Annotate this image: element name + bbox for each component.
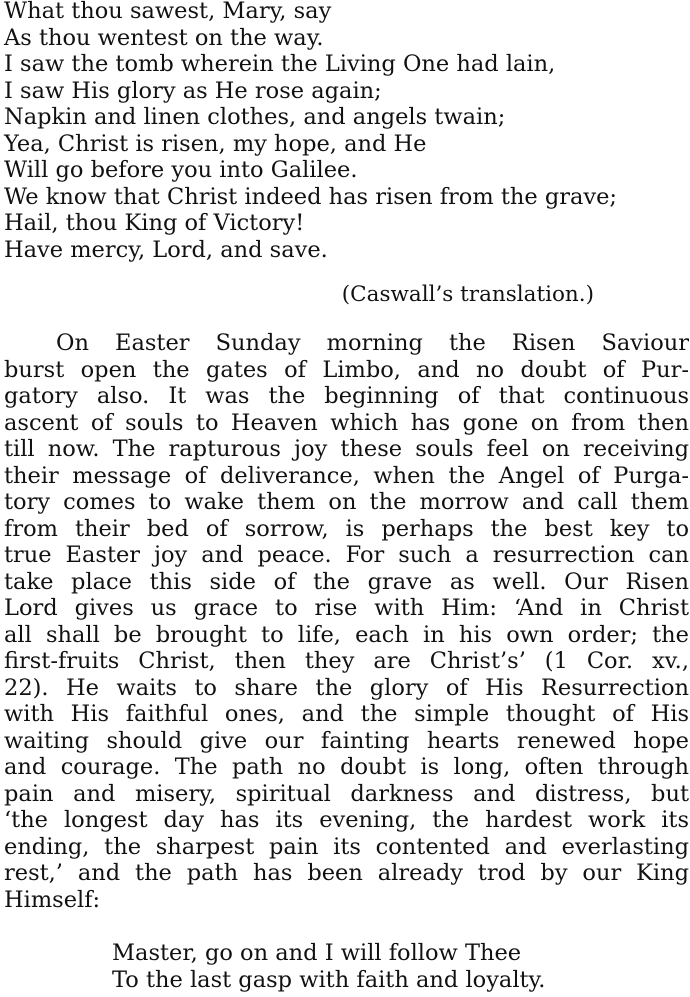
verse-line: Napkin and linen clothes, and angels twain; (4, 104, 506, 130)
paragraph-line: true Easter joy and peace. For such a resurrection can (4, 542, 689, 568)
paragraph-line: gatory also. It was the beginning of that continuous (4, 383, 689, 409)
closing-verse (112, 940, 545, 994)
paragraph-line: with His faithful ones, and the simple thought of His (4, 701, 689, 727)
paragraph-line: waiting should give our fainting hearts renewed hope (4, 727, 689, 754)
verse-line: We know that Christ indeed has risen from the grave; (4, 183, 618, 210)
verse-line: I saw the tomb wherein the Living One had lain, (4, 51, 556, 77)
paragraph-line: tory comes to wake them on the morrow and call them (4, 489, 689, 515)
verse-line: I saw His glory as He rose again; (4, 77, 382, 104)
verse-line: Yea, Christ is risen, my hope, and He (4, 130, 427, 157)
body-paragraph (4, 330, 689, 913)
verse-line: Have mercy, Lord, and save. (4, 236, 328, 263)
paragraph-line: On Easter Sunday morning the Risen Saviour (56, 330, 689, 356)
paragraph-line: burst open the gates of Limbo, and no doubt of Pur- (4, 356, 689, 383)
verse-line: What thou sawest, Mary, say (4, 0, 332, 24)
paragraph-line: Himself: (4, 886, 101, 913)
paragraph-line: 22). He waits to share the glory of His Resurrection (4, 674, 689, 701)
paragraph-line: first-fruits Christ, then they are Christ’s’ (1 Cor. xv., (4, 648, 689, 674)
verse-line: Hail, thou King of Victory! (4, 210, 305, 236)
paragraph-line: rest,’ and the path has been already trod by our King (4, 860, 689, 886)
paragraph-line: ending, the sharpest pain its contented and everlasting (4, 833, 689, 860)
paragraph-line: Lord gives us grace to rise with Him: ‘And in Christ (4, 595, 689, 621)
paragraph-line: from their bed of sorrow, is perhaps the best key to (4, 515, 689, 542)
paragraph-line: ascent of souls to Heaven which has gone on from then (4, 409, 689, 436)
verse-line: Will go before you into Galilee. (4, 157, 358, 183)
closing-verse-line: To the last gasp with faith and loyalty. (112, 967, 546, 993)
translation-attribution: (Caswall’s translation.) (341, 282, 594, 307)
closing-verse-line: Master, go on and I will follow Thee (112, 940, 522, 966)
paragraph-line: all shall be brought to life, each in his own order; the (4, 621, 689, 648)
verse-line: As thou wentest on the way. (4, 24, 324, 51)
verse-block (4, 0, 684, 263)
paragraph-line: till now. The rapturous joy these souls feel on receiving (4, 436, 689, 462)
paragraph-line: their message of deliverance, when the Angel of Purga- (4, 462, 689, 489)
paragraph-line: ‘the longest day has its evening, the hardest work its (4, 807, 689, 833)
paragraph-line: pain and misery, spiritual darkness and distress, but (4, 780, 689, 807)
paragraph-line: and courage. The path no doubt is long, often through (4, 754, 689, 780)
paragraph-line: take place this side of the grave as well. Our Risen (4, 568, 689, 595)
